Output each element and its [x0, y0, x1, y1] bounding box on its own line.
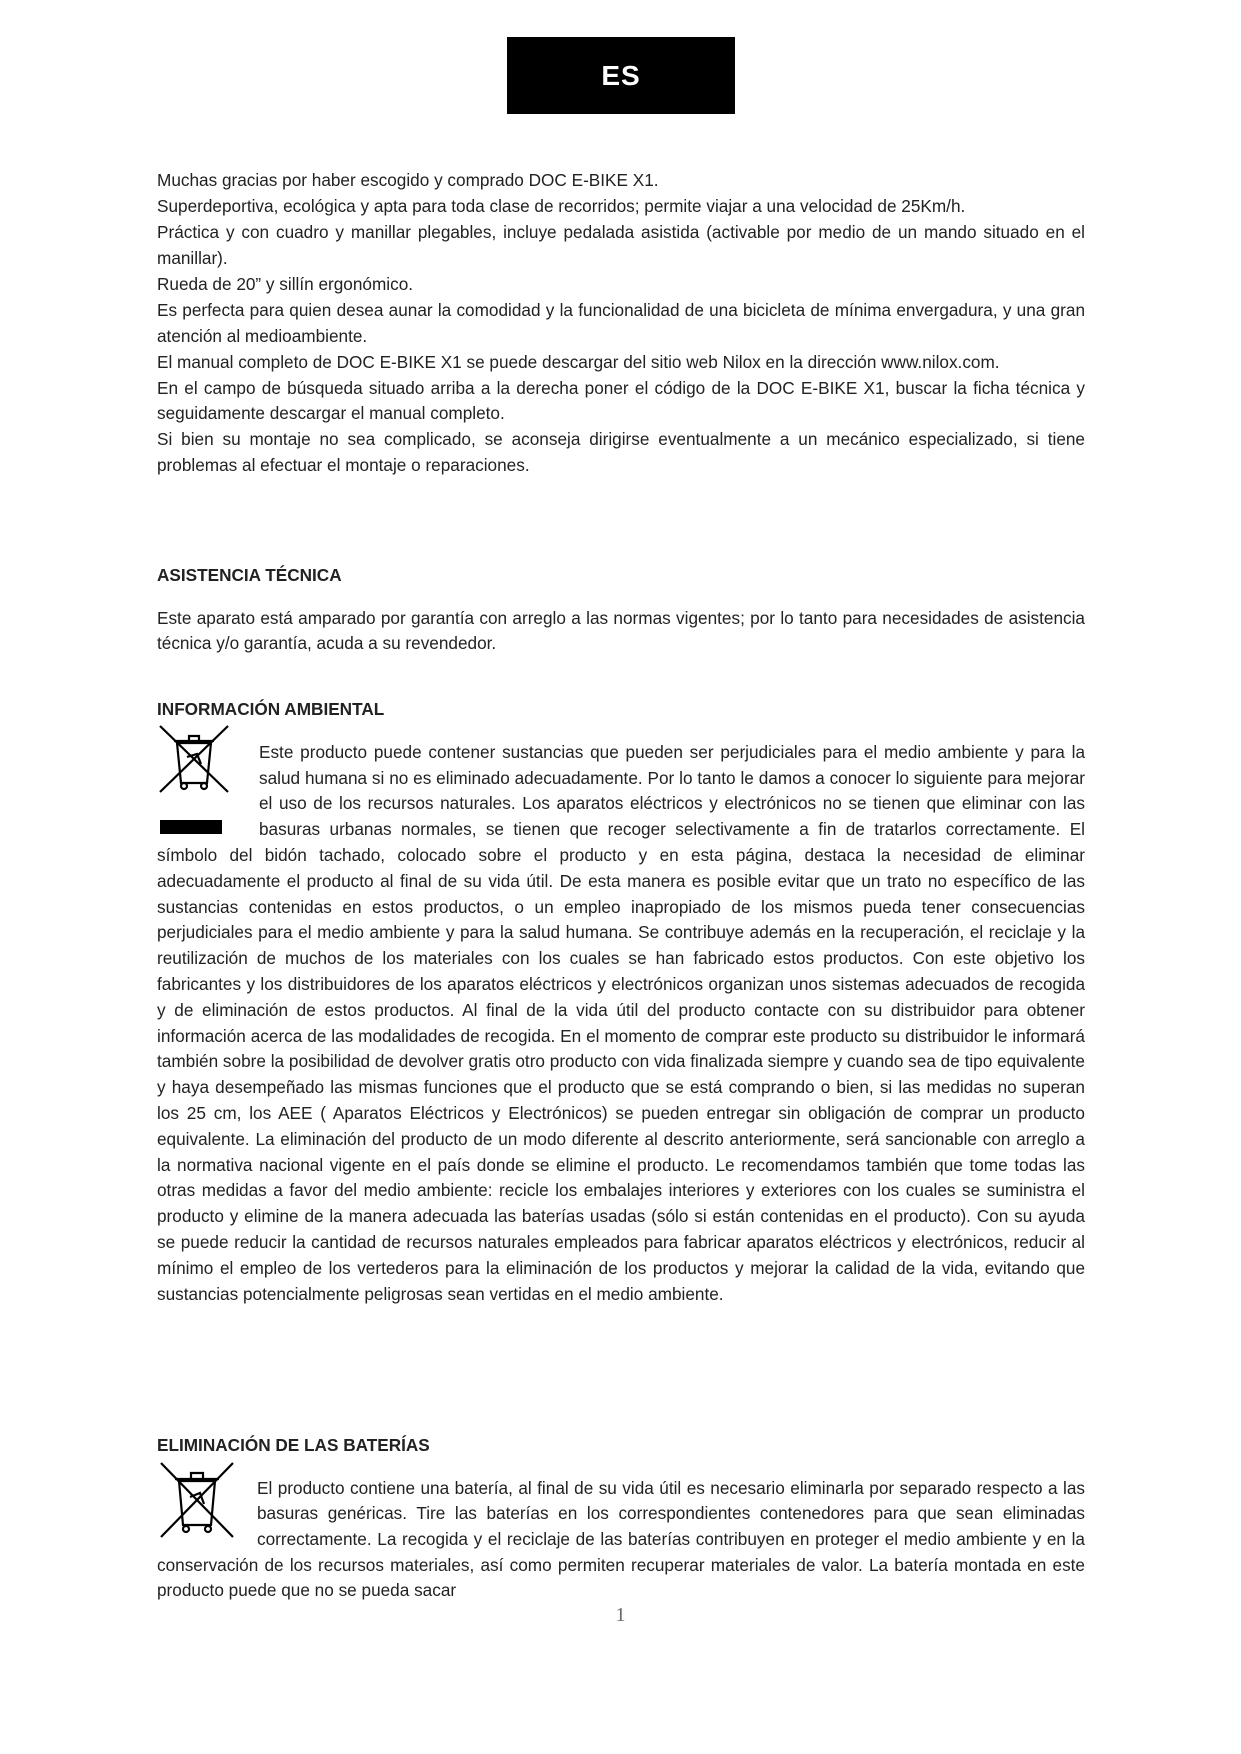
- intro-paragraph: Si bien su montaje no sea complicado, se aconseja dirigirse eventualmente a un mecánico especializado, si tiene problemas al efectuar el montaje o reparaciones.: [157, 429, 1085, 476]
- intro-paragraph: Superdeportiva, ecológica y apta para toda clase de recorridos; permite viajar a una velocidad de 25Km/h.: [157, 196, 966, 217]
- intro-paragraph: En el campo de búsqueda situado arriba a la derecha poner el código de la DOC E-BIKE X1, buscar la ficha técnica y seguidamente descargar el manual completo.: [157, 377, 1085, 424]
- intro-paragraph: Muchas gracias por haber escogido y comprado DOC E-BIKE X1.: [157, 170, 659, 190]
- intro-paragraph: Rueda de 20” y sillín ergonómico.: [157, 273, 414, 294]
- intro-paragraph: Práctica y con cuadro y manillar plegables, incluye pedalada asistida (activable por medio de un mando situado en el manillar).: [157, 222, 1085, 268]
- weee-symbol: [157, 723, 239, 835]
- technical-assistance-section: [157, 563, 1085, 674]
- battery-weee-symbol: [157, 1459, 237, 1549]
- language-badge: ES: [507, 37, 735, 114]
- intro-paragraph: Es perfecta para quien desea aunar la comodidad y la funcionalidad de una bicicleta de mínima envergadura, y una gran atención al medioambiente.: [157, 299, 1085, 346]
- section-body: Este aparato está amparado por garantía con arreglo a las normas vigentes; por lo tanto para necesidades de asistencia técnica y/o garantía, acuda a su revendedor.: [157, 607, 1085, 654]
- section-heading: ELIMINACIÓN DE LAS BATERÍAS: [157, 1435, 430, 1455]
- section-body: El producto contiene una batería, al final de su vida útil es necesario eliminarla por separado respecto a las basuras genéricas. Tire las baterías en los correspondientes contenedores para que sean eliminadas correctamente. La recogida y el reciclaje de las baterías contribuyen en proteger el medio ambiente y en la conservación de los recursos materiales, así como permiten recuperar materiales de valor. La batería montada en este producto puede que no se pueda sacar: [157, 1477, 1085, 1601]
- intro-paragraph: El manual completo de DOC E-BIKE X1 se puede descargar del sitio web Nilox en la dirección www.nilox.com.: [157, 351, 1000, 372]
- weee-underline-bar: [160, 820, 222, 834]
- intro-section: [157, 168, 1085, 479]
- crossed-bin-icon: [157, 723, 231, 795]
- section-heading: ASISTENCIA TÉCNICA: [157, 565, 342, 585]
- battery-disposal-section: [157, 1433, 1085, 1621]
- page-number: 1: [615, 1604, 626, 1626]
- section-body: Este producto puede contener sustancias que pueden ser perjudiciales para el medio ambiente y para la salud humana si no es eliminado adecuadamente. Por lo tanto le damos a conocer lo siguiente para mejorar el uso de los recursos naturales. Los aparatos eléctricos y electrónicos no se tienen que eliminar con las basuras urbanas normales, se tienen que recoger selectivamente a fin de tratarlos correctamente. El símbolo del bidón tachado, colocado sobre el producto y en esta página, destaca la necesidad de eliminar adecuadamente el producto al final de su vida útil. De esta manera es posible evitar que un trato no específico de las sustancias contenidas en estos productos, o un empleo inapropiado de los mismos pueda tener consecuencias perjudiciales para el medio ambiente y para la salud humana. Se contribuye además en la recuperación, el reciclaje y la reutilización de muchos de los materiales con los cuales se han fabricado estos productos. Con este objetivo los fabricantes y los distribuidores de los aparatos eléctricos y electrónicos organizan unos sistemas adecuados de recogida y de eliminación de estos productos. Al final de la vida útil del producto contacte con su distribuidor para obtener información acerca de las modalidades de recogida. En el momento de comprar este producto su distribuidor le informará también sobre la posibilidad de devolver gratis otro producto con vida finalizada siempre y cuando sea de tipo equivalente y haya desempeñado las mismas funciones que el producto que se está comprando o bien, si las medidas no superan los 25 cm, los AEE ( Aparatos Eléctricos y Electrónicos) se pueden entregar sin obligación de comprar un producto equivalente. La eliminación del producto de un modo diferente al descrito anteriormente, será sancionable con arreglo a la normativa nacional vigente en el país donde se elimine el producto. Le recomendamos también que tome todas las otras medidas a favor del medio ambiente: recicle los embalajes interiores y exteriores con los cuales se suministra el producto y elimine de la manera adecuada las baterías usadas (sólo si están contenidas en el producto). Con su ayuda se puede reducir la cantidad de recursos naturales empleados para fabricar aparatos eléctricos y electrónicos, reducir al mínimo el empleo de los vertederos para la eliminación de los productos y mejorar la calidad de la vida, evitando que sustancias potencialmente peligrosas sean vertidas en el medio ambiente.: [157, 741, 1085, 1304]
- environmental-info-section: [157, 697, 1085, 1325]
- section-heading: INFORMACIÓN AMBIENTAL: [157, 699, 385, 719]
- crossed-bin-icon: [157, 1459, 237, 1541]
